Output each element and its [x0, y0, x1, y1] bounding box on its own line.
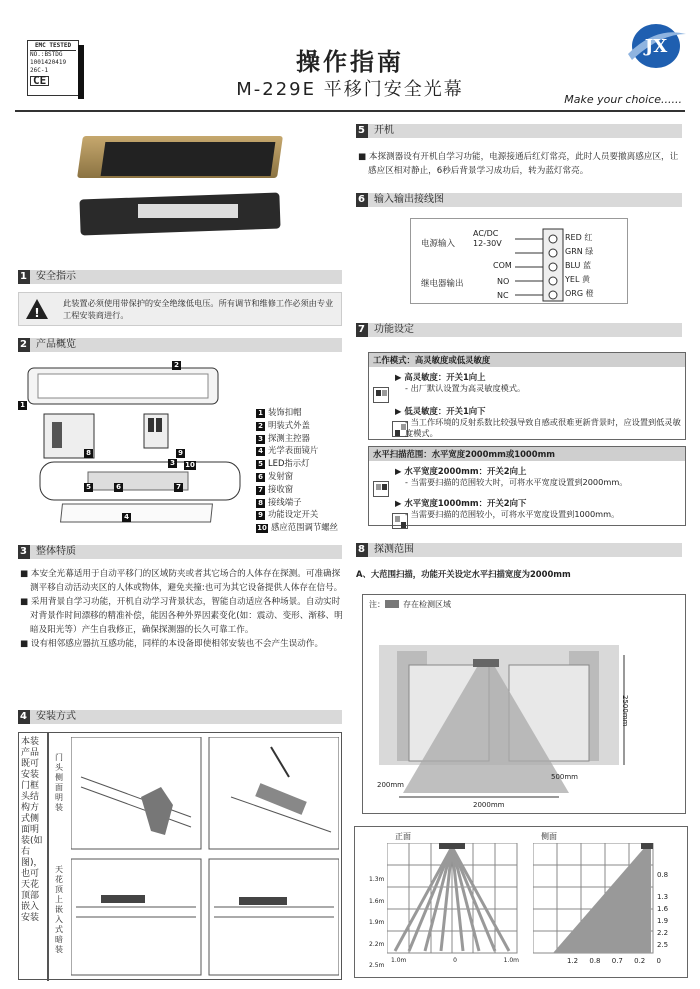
feature-item: ■ 设有相邻感应器抗互感功能，同样的本设备即使相邻安装也不会产生误动作。 — [20, 639, 324, 649]
section-title: 开机 — [374, 125, 394, 136]
part-item: 2 明装式外盖 — [256, 419, 356, 432]
range-a-title: ▶ 水平宽度2000mm：开关2向上 — [395, 466, 527, 476]
door-scene — [369, 615, 681, 811]
part-item: 8 接线端子 — [256, 496, 356, 509]
ce-mark: CE — [30, 76, 49, 86]
front-label: 正面 — [395, 832, 411, 841]
range-panel — [368, 446, 686, 526]
callout-2: 2 — [172, 360, 184, 370]
callout-4: 4 — [122, 512, 134, 522]
section-title: 安装方式 — [36, 711, 76, 722]
relay-output-label: 继电器输出 — [421, 279, 464, 289]
wire-red: RED 红 — [565, 233, 593, 242]
section-6-header — [356, 193, 682, 207]
relay-pin-com: COM — [493, 261, 512, 270]
emc-line: 26C-1 — [30, 67, 49, 74]
install-side-text: 本装产品既可安装门框头结构方式侧面明装(如右图)，也可天花顶部嵌入安装 — [21, 737, 43, 923]
callout-5: 5 — [84, 482, 96, 492]
part-item: 5 LED指示灯 — [256, 457, 356, 470]
callout-6: 6 — [114, 482, 126, 492]
mode-panel — [368, 352, 686, 440]
range-subhead: A、大范围扫描，功能开关设定水平扫描宽度为2000mm — [356, 569, 571, 579]
front-x-labels: 1.0m 0 1.0m — [391, 957, 519, 964]
exploded-view — [18, 356, 268, 526]
dim-2000: 2000mm — [473, 801, 505, 809]
mode-b-title: ▶ 低灵敏度：开关1向下 — [395, 406, 486, 416]
range-b-text: - 当需要扫描的范围较小，可将水平宽度设置到1000mm。 — [405, 509, 620, 519]
callout-1: 1 — [18, 400, 30, 410]
warning-box — [18, 292, 342, 326]
section-title: 产品概览 — [36, 339, 76, 350]
switch-icon-up — [373, 481, 389, 497]
section-title: 探测范围 — [374, 544, 414, 555]
side-label: 侧面 — [541, 832, 557, 841]
callout-3: 3 — [168, 458, 180, 468]
section-8-header — [356, 543, 682, 557]
dim-200: 200mm — [377, 781, 404, 789]
side-y-labels: 0.8 1.3 1.6 1.9 2.2 2.5 — [657, 871, 669, 949]
logo-text: JX — [644, 36, 668, 57]
feature-item: ■ 采用背景自学习功能，开机自动学习背景状态，智能自动适应各种场景。自动实时对背景作时间漂移的精准补偿，能因各种外界因素变化(如：震动、变形、渐移、明暗及阳光等）产生自我修正，确保探测器的长久可靠工作。 — [20, 597, 343, 635]
callout-7: 7 — [174, 482, 186, 492]
section-title: 整体特质 — [36, 546, 76, 557]
terminal-block — [515, 223, 565, 303]
page-title: 操作指南 — [296, 48, 404, 76]
legend-swatch — [385, 600, 399, 608]
section-4-header — [18, 710, 342, 724]
relay-pin-nc: NC — [497, 291, 509, 300]
device-label — [138, 204, 238, 218]
features-list — [18, 567, 344, 651]
emc-line: NO.:BSTDG — [30, 51, 63, 58]
power-spec: AC/DC — [473, 229, 499, 238]
page-subtitle: M-229E 平移门安全光幕 — [236, 79, 464, 100]
section-number: 3 — [20, 546, 27, 557]
install-label-a: 门头侧面明装 — [55, 753, 63, 812]
section-title: 输入输出接线图 — [374, 194, 444, 205]
callout-9: 9 — [176, 448, 188, 458]
brand-logo — [626, 20, 688, 72]
door-diagram — [362, 594, 686, 814]
install-label-b: 天花顶上嵌入式暗装 — [55, 865, 63, 954]
front-y-labels: 1.3m 1.6m 1.9m 2.2m 2.5m — [369, 876, 385, 969]
power-input-label: 电源输入 — [421, 239, 456, 249]
power-voltage: 12-30V — [473, 239, 502, 248]
section-number: 7 — [358, 324, 365, 335]
part-item: 4 光学表面镜片 — [256, 444, 356, 457]
wire-blue: BLU 蓝 — [565, 261, 591, 270]
wire-orange: ORG 橙 — [565, 289, 594, 298]
device-front — [101, 142, 276, 176]
section-number: 1 — [20, 271, 27, 282]
relay-pin-no: NO — [497, 277, 510, 286]
mode-b-text: - 当工作环境的反射系数比较强导致自感或很难更新背景时，应设置到低灵敏度模式。 — [405, 417, 681, 438]
section-7-header — [356, 323, 682, 337]
power-on-text: ■ 本探测器设有开机自学习功能，电源接通后红灯常亮，此时人员要撤离感应区，让感应区相对静止，6秒后背景学习成功后，转为蓝灯常亮。 — [358, 152, 679, 176]
install-illustrations — [71, 737, 339, 977]
section-3-header — [18, 545, 342, 559]
wire-colors — [565, 231, 594, 301]
legend-text: 存在检测区域 — [403, 600, 451, 609]
warning-icon — [25, 298, 49, 320]
feature-item: ■ 本安全光幕适用于自动平移门的区域防夹或者其它场合的人体存在探测。可准确探测平移自动活动夹区的人体或物体，避免夹撞:也可为其它设备提供人体存在信号。 — [20, 569, 343, 593]
mode-title: 工作模式：高灵敏度或低灵敏度 — [369, 353, 685, 367]
svg-text:!: ! — [34, 306, 40, 320]
emc-title: EMC TESTED — [30, 42, 76, 51]
product-photo — [18, 124, 342, 264]
side-x-labels: 1.2 0.8 0.7 0.2 0 — [567, 957, 661, 965]
install-panel — [18, 732, 342, 980]
slogan: Make your choice...... — [564, 93, 682, 106]
legend-prefix: 注： — [369, 600, 385, 609]
part-item: 6 发射窗 — [256, 470, 356, 483]
mode-a-text: - 出厂默认设置为高灵敏度模式。 — [405, 383, 526, 393]
front-chart — [387, 843, 519, 955]
section-number: 5 — [358, 125, 365, 136]
part-item: 1 装饰扣帽 — [256, 406, 356, 419]
parts-list — [256, 406, 356, 534]
divider — [47, 733, 49, 981]
range-charts — [354, 826, 688, 978]
section-number: 6 — [358, 194, 365, 205]
part-item: 9 功能设定开关 — [256, 508, 356, 521]
callout-8: 8 — [84, 448, 96, 458]
section-1-header — [18, 270, 342, 284]
section-5-header — [356, 124, 682, 138]
section-number: 8 — [358, 544, 365, 555]
range-b-title: ▶ 水平宽度1000mm：开关2向下 — [395, 498, 527, 508]
wire-green: GRN 绿 — [565, 247, 594, 256]
emc-line: 1001420419 — [30, 59, 67, 66]
section-title: 安全指示 — [36, 271, 76, 282]
side-chart — [533, 843, 655, 955]
section-number: 4 — [20, 711, 27, 722]
mode-a-title: ▶ 高灵敏度：开关1向上 — [395, 372, 486, 382]
section-2-header — [18, 338, 342, 352]
callout-10: 10 — [185, 461, 195, 469]
header-divider — [15, 110, 685, 112]
part-item: 3 探测主控器 — [256, 432, 356, 445]
part-item: 7 接收窗 — [256, 483, 356, 496]
range-a-text: - 当需要扫描的范围较大时，可将水平宽度设置到2000mm。 — [405, 477, 628, 487]
part-item: 10 感应范围调节螺丝 — [257, 522, 338, 533]
switch-icon-up — [373, 387, 389, 403]
section-number: 2 — [20, 339, 27, 350]
dim-height: 2500mm — [621, 695, 629, 727]
range-title: 水平扫描范围：水平宽度2000mm或1000mm — [369, 447, 685, 461]
wiring-diagram — [410, 218, 628, 304]
wire-yellow: YEL 黄 — [565, 275, 590, 284]
section-title: 功能设定 — [374, 324, 414, 335]
warning-text: 此装置必须使用带保护的安全绝缘低电压。所有调节和维修工作必须由专业工程安装商进行。 — [63, 298, 334, 320]
dim-500: 500mm — [551, 773, 578, 781]
product-overview-diagram — [18, 356, 342, 533]
